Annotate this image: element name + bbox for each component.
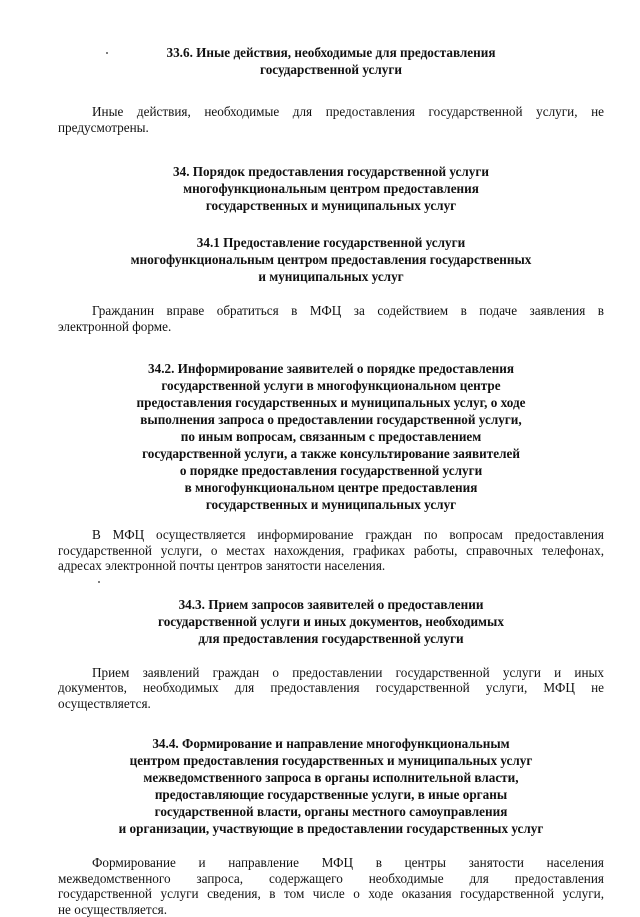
section-heading-33-6	[58, 44, 604, 78]
heading-line: в многофункциональном центре предоставления	[58, 479, 604, 496]
section-paragraph-34-4	[58, 855, 604, 917]
heading-line: и муниципальных услуг	[58, 268, 604, 285]
heading-line: государственных и муниципальных услуг	[58, 197, 604, 214]
heading-line: государственной услуги в многофункциональном центре	[58, 377, 604, 394]
paragraph-line: Гражданин вправе обратиться в МФЦ за содействием в подаче заявления в	[58, 303, 604, 319]
paragraph-line: межведомственного запроса, содержащего необходимые для предоставления	[58, 871, 604, 887]
section-heading-34-4	[58, 735, 604, 837]
heading-line: государственной услуги	[58, 61, 604, 78]
heading-line: выполнения запроса о предоставлении государственной услуги,	[58, 411, 604, 428]
section-paragraph-34-1	[58, 303, 604, 334]
paragraph-line: Прием заявлений граждан о предоставлении государственной услуги и иных	[58, 665, 604, 681]
paragraph-line: государственной услуги, о местах нахождения, графиках работы, справочных телефонах,	[58, 543, 604, 559]
heading-line: предоставления государственных и муниципальных услуг, о ходе	[58, 394, 604, 411]
paragraph-line: Иные действия, необходимые для предоставления государственной услуги, не	[58, 104, 604, 120]
heading-line: 34.2. Информирование заявителей о порядке предоставления	[58, 360, 604, 377]
heading-line: центром предоставления государственных и муниципальных услуг	[58, 752, 604, 769]
heading-line: предоставляющие государственные услуги, в иные органы	[58, 786, 604, 803]
heading-line: государственных и муниципальных услуг	[58, 496, 604, 513]
heading-line: государственной услуги и иных документов, необходимых	[58, 613, 604, 630]
section-paragraph-34-3	[58, 665, 604, 712]
paragraph-line: осуществляется.	[58, 696, 604, 712]
heading-line: 34.4. Формирование и направление многофункциональным	[58, 735, 604, 752]
paragraph-line: предусмотрены.	[58, 120, 604, 136]
paragraph-line: документов, необходимых для предоставления государственной услуги, МФЦ не	[58, 680, 604, 696]
heading-line: 34. Порядок предоставления государственной услуги	[58, 163, 604, 180]
heading-line: по иным вопросам, связанным с предоставлением	[58, 428, 604, 445]
heading-line: многофункциональным центром предоставления	[58, 180, 604, 197]
paragraph-line: не осуществляется.	[58, 902, 604, 917]
paragraph-line: адресах электронной почты центров занятости населения.	[58, 558, 604, 574]
section-paragraph-33-6	[58, 104, 604, 135]
section-heading-34	[58, 163, 604, 214]
heading-line: государственной власти, органы местного самоуправления	[58, 803, 604, 820]
scan-speck	[106, 52, 108, 54]
heading-line: 34.3. Прием запросов заявителей о предоставлении	[58, 596, 604, 613]
heading-line: о порядке предоставления государственной услуги	[58, 462, 604, 479]
heading-line: межведомственного запроса в органы исполнительной власти,	[58, 769, 604, 786]
heading-line: 33.6. Иные действия, необходимые для предоставления	[58, 44, 604, 61]
section-heading-34-3	[58, 596, 604, 647]
section-heading-34-2	[58, 360, 604, 513]
heading-line: многофункциональным центром предоставления государственных	[58, 251, 604, 268]
section-heading-34-1	[58, 234, 604, 285]
paragraph-line: электронной форме.	[58, 319, 604, 335]
paragraph-line: В МФЦ осуществляется информирование граждан по вопросам предоставления	[58, 527, 604, 543]
paragraph-line: государственной услуги сведения, в том числе о ходе оказания государственной услуги,	[58, 886, 604, 902]
heading-line: и организации, участвующие в предоставлении государственных услуг	[58, 820, 604, 837]
heading-line: государственной услуги, а также консультирование заявителей	[58, 445, 604, 462]
scan-speck	[98, 581, 100, 583]
section-paragraph-34-2	[58, 527, 604, 574]
heading-line: 34.1 Предоставление государственной услуги	[58, 234, 604, 251]
paragraph-line: Формирование и направление МФЦ в центры занятости населения	[58, 855, 604, 871]
heading-line: для предоставления государственной услуги	[58, 630, 604, 647]
